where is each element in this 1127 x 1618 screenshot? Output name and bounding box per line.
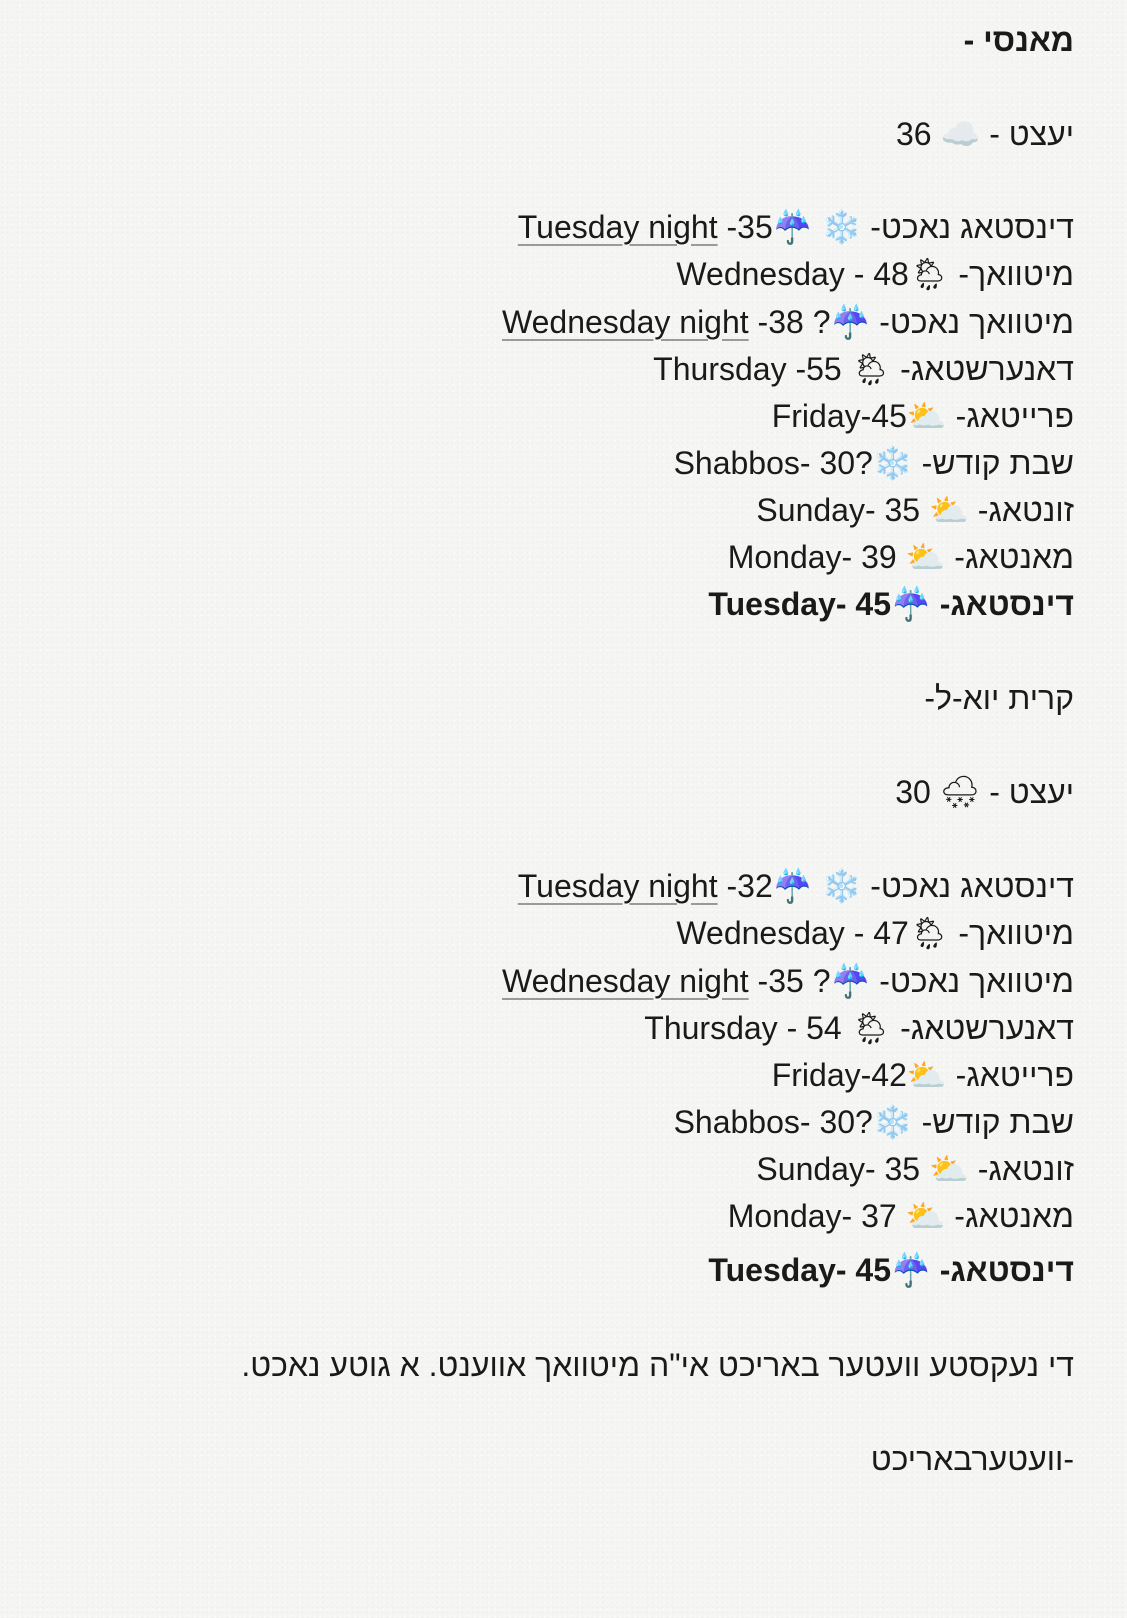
forecast-line: פרייטאג- ⛅45-Friday: [771, 398, 1074, 434]
forecast-line: דאנערשטאג- 🌦 55- Thursday: [653, 351, 1074, 387]
tuesday-night-link[interactable]: Tuesday night: [517, 868, 718, 904]
forecast-line-highlight: דינסטאג- ☔45 -Tuesday: [708, 586, 1074, 622]
forecast-line: מיטוואך נאכט- ☔? 35- Wednesday night: [501, 963, 1074, 999]
current-temp-monsey: יעצט - ☁️ 36: [895, 116, 1074, 152]
closing-message: די נעקסטע וועטער באריכט אי"ה מיטוואך אווענט. א גוטע נאכט.: [241, 1347, 1074, 1383]
forecast-line: מאנטאג- ⛅ 37 -Monday: [727, 1198, 1074, 1234]
signature: -וועטערבאריכט: [870, 1441, 1074, 1477]
forecast-line: מיטוואך- 🌦47 - Wednesday: [676, 915, 1074, 951]
wednesday-night-link[interactable]: Wednesday night: [501, 963, 749, 999]
section-title-monsey: מאנסי -: [963, 22, 1074, 58]
forecast-line: מיטוואך נאכט- ☔? 38- Wednesday night: [501, 304, 1074, 340]
forecast-line: דינסטאג נאכט- ❄️ ☔32- Tuesday night: [517, 868, 1074, 904]
wednesday-night-link[interactable]: Wednesday night: [501, 304, 749, 340]
forecast-line: דינסטאג נאכט- ❄️ ☔35- Tuesday night: [517, 209, 1074, 245]
forecast-line: פרייטאג- ⛅42-Friday: [771, 1057, 1074, 1093]
forecast-line: מיטוואך- 🌦48 - Wednesday: [676, 256, 1074, 292]
forecast-line: זונטאג- ⛅ 35 -Sunday: [756, 492, 1074, 528]
forecast-line: שבת קודש- ❄️?30 -Shabbos: [673, 1104, 1074, 1140]
tuesday-night-link[interactable]: Tuesday night: [517, 209, 718, 245]
forecast-line-highlight: דינסטאג- ☔45 -Tuesday: [708, 1252, 1074, 1288]
forecast-line: שבת קודש- ❄️?30 -Shabbos: [673, 445, 1074, 481]
forecast-line: דאנערשטאג- 🌦 54 - Thursday: [644, 1010, 1074, 1046]
section-title-kiryas-joel: קרית יוא-ל-: [924, 680, 1074, 716]
current-temp-kiryas-joel: יעצט - 🌨 30: [895, 774, 1074, 810]
forecast-line: מאנטאג- ⛅ 39 -Monday: [727, 539, 1074, 575]
forecast-line: זונטאג- ⛅ 35 -Sunday: [756, 1151, 1074, 1187]
